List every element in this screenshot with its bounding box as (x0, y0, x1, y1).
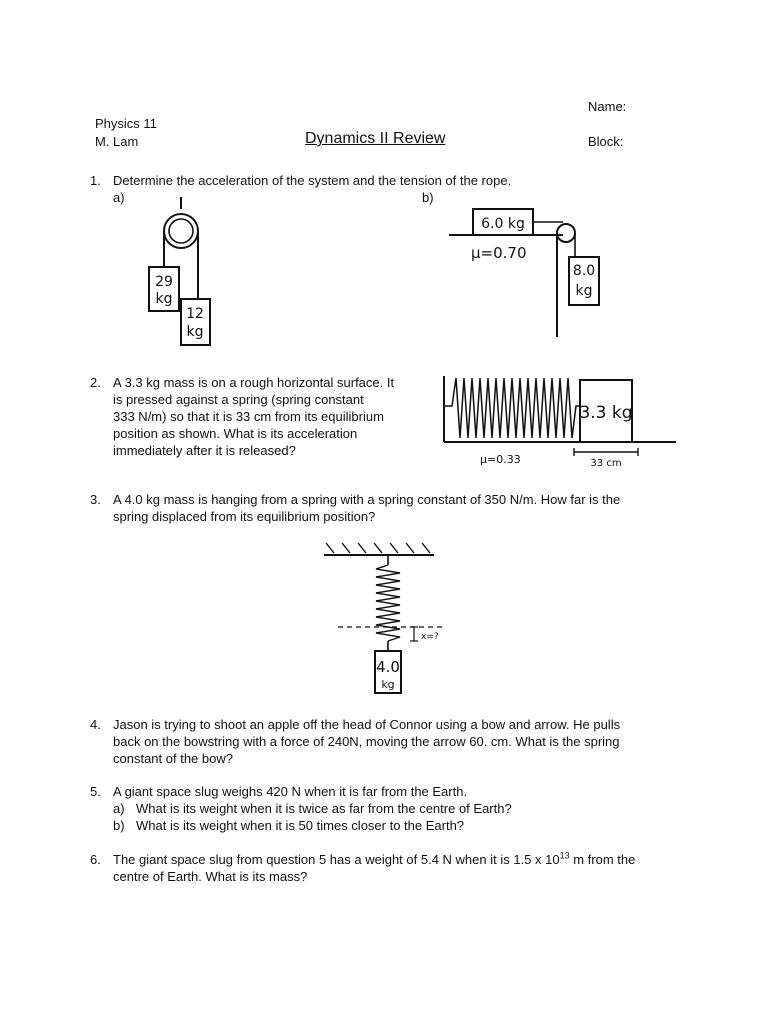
q4-text: Jason is trying to shoot an apple off the head of Connor using a bow and arrow. He pulls back on the bowstring with a force of 240N, moving the arrow 60. cm. What is the spring constant of the bow? (113, 717, 621, 766)
q4-number: 4. (90, 717, 101, 732)
q6-number: 6. (90, 852, 101, 867)
q2-distance: 33 cm (590, 458, 622, 469)
pulley-icon (557, 224, 575, 242)
q1b-hanging-mass: 8.0 (572, 263, 596, 279)
q5-sub-a: What is its weight when it is twice as far from the centre of Earth? (136, 801, 512, 816)
q3-block-unit: kg (381, 678, 395, 691)
spring-coil-icon (376, 565, 400, 641)
spring-coil-icon (444, 378, 580, 438)
q1b-table-diagram (445, 205, 605, 340)
q3-hanging-spring-diagram (320, 535, 450, 700)
q2-text: A 3.3 kg mass is on a rough horizontal surface. It is pressed against a spring (spring constant 333 N/m) so that it is 33 cm from its equilibrium position as shown. What is its acceleration immediately after it is released? (113, 375, 395, 458)
q2-number: 2. (90, 375, 101, 390)
name-label: Name: (588, 99, 627, 114)
q3-displacement: x=? (421, 632, 439, 642)
q1a-mass-right: 12 (186, 306, 204, 322)
page-title: Dynamics II Review (305, 130, 446, 147)
q5-number: 5. (90, 784, 101, 799)
q2-spring-diagram (440, 370, 680, 470)
q5-sub-a-label: a) (113, 801, 125, 816)
q1b-friction: μ=0.70 (471, 244, 527, 262)
q1a-unit-right: kg (186, 324, 204, 340)
q3-number: 3. (90, 492, 101, 507)
q1b-hanging-unit: kg (575, 283, 593, 299)
block-label: Block: (588, 134, 624, 149)
q6-line2: centre of Earth. What is its mass? (113, 869, 308, 884)
q3-text: A 4.0 kg mass is hanging from a spring with a spring constant of 350 N/m. How far is the spring displaced from its equilibrium position? (113, 492, 621, 524)
q1-text: Determine the acceleration of the system and the tension of the rope. (113, 173, 512, 188)
q1a-pulley-diagram (140, 195, 230, 355)
q1a-unit-left: kg (155, 291, 173, 307)
q1a-mass-left: 29 (155, 274, 173, 290)
q6-line1: The giant space slug from question 5 has a weight of 5.4 N when it is 1.5 x $10^{13}$ m from the (113, 850, 636, 867)
q2-block-mass: 3.3 kg (579, 403, 633, 423)
q1-part-a-label: a) (113, 190, 125, 205)
q1-part-b-label: b) (422, 190, 434, 205)
teacher-label: M. Lam (95, 134, 139, 149)
q5-sub-b: What is its weight when it is 50 times closer to the Earth? (136, 818, 465, 833)
q3-block-mass: 4.0 (376, 658, 400, 676)
q1b-table-mass: 6.0 kg (481, 216, 525, 232)
course-label: Physics 11 (95, 116, 157, 131)
q1-number: 1. (90, 173, 101, 188)
q5-sub-b-label: b) (113, 818, 125, 833)
q5-text: A giant space slug weighs 420 N when it is far from the Earth. (113, 784, 468, 799)
q2-friction: μ=0.33 (480, 453, 521, 466)
